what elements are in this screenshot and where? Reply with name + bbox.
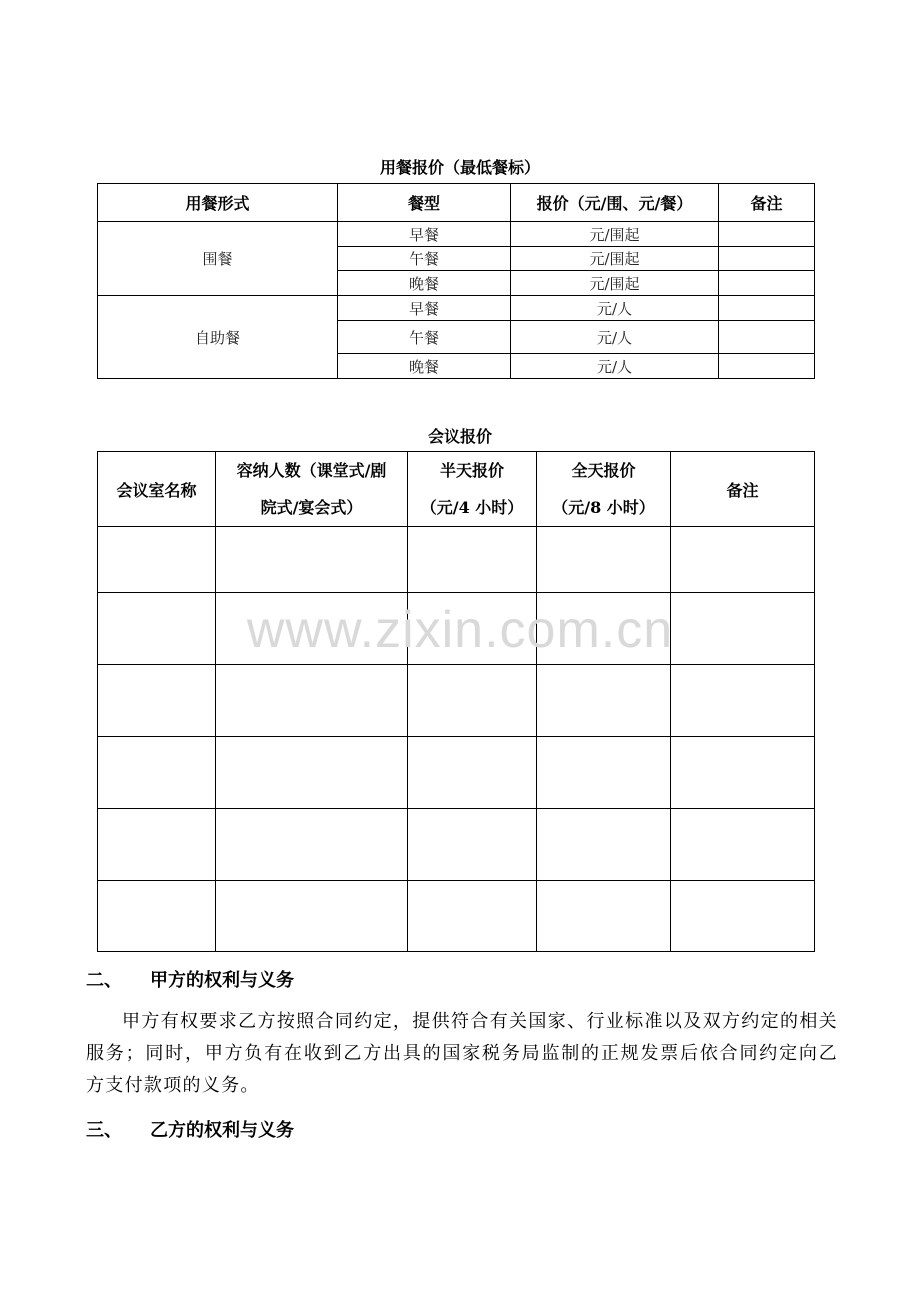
table-cell <box>537 527 671 593</box>
section-number: 三、 <box>86 1120 122 1141</box>
section-2-paragraph: 甲方有权要求乙方按照合同约定，提供符合有关国家、行业标准以及双方约定的相关服务；同时，甲方负有在收到乙方出具的国家税务局监制的正规发票后依合同约定向乙方支付款项的义务。 <box>86 1011 838 1096</box>
note-cell <box>719 222 815 247</box>
table-cell <box>408 665 537 737</box>
column-header: 备注 <box>671 452 815 527</box>
note-cell <box>719 271 815 296</box>
meal-type-cell: 早餐 <box>338 296 511 321</box>
table-cell <box>216 527 408 593</box>
table-cell <box>98 881 216 952</box>
meal-type-cell: 晚餐 <box>338 354 511 379</box>
column-header <box>537 452 671 527</box>
note-cell <box>719 321 815 354</box>
price-cell: 元/围起 <box>511 247 719 271</box>
watermark: www.zixin.com.cn <box>246 601 674 659</box>
meal-type-cell: 午餐 <box>338 321 511 354</box>
table-cell <box>216 809 408 881</box>
meeting-table-caption: 会议报价 <box>427 427 492 446</box>
meal-form-cell: 自助餐 <box>98 296 338 379</box>
table-row <box>98 527 815 593</box>
table-cell <box>537 737 671 809</box>
header-line: （元/8 小时） <box>552 498 655 517</box>
table-row <box>98 737 815 809</box>
table-cell <box>408 737 537 809</box>
meal-type-cell: 晚餐 <box>338 271 511 296</box>
table-header-row <box>98 184 815 222</box>
note-cell <box>719 354 815 379</box>
header-line: 容纳人数（课堂式/剧 <box>236 461 387 480</box>
meal-price-table <box>97 183 815 379</box>
note-cell <box>719 247 815 271</box>
table-cell <box>537 809 671 881</box>
table-cell <box>98 665 216 737</box>
price-cell: 元/人 <box>511 321 719 354</box>
price-cell: 元/人 <box>511 354 719 379</box>
meal-type-cell: 早餐 <box>338 222 511 247</box>
table-cell <box>671 881 815 952</box>
header-line: （元/4 小时） <box>420 498 524 517</box>
header-line: 半天报价 <box>439 461 504 480</box>
table-cell <box>671 737 815 809</box>
price-cell: 元/人 <box>511 296 719 321</box>
table-cell <box>98 737 216 809</box>
table-cell <box>671 809 815 881</box>
section-heading-3 <box>86 1116 294 1142</box>
table-cell <box>408 809 537 881</box>
meal-form-cell: 围餐 <box>98 222 338 296</box>
column-header: 会议室名称 <box>98 452 216 527</box>
column-header: 报价（元/围、元/餐） <box>511 184 719 222</box>
table-cell <box>671 665 815 737</box>
table-header-row <box>98 452 815 527</box>
table-row <box>98 222 815 247</box>
column-header <box>216 452 408 527</box>
column-header <box>408 452 537 527</box>
table-cell <box>408 881 537 952</box>
table-row <box>98 296 815 321</box>
column-header: 用餐形式 <box>98 184 338 222</box>
table-cell <box>98 809 216 881</box>
table-cell <box>98 527 216 593</box>
meal-type-cell: 午餐 <box>338 247 511 271</box>
table-cell <box>216 881 408 952</box>
note-cell <box>719 296 815 321</box>
meal-table-caption: 用餐报价（最低餐标） <box>379 158 540 177</box>
price-cell: 元/围起 <box>511 222 719 247</box>
table-cell <box>216 665 408 737</box>
table-cell <box>408 527 537 593</box>
table-row <box>98 809 815 881</box>
table-cell <box>537 881 671 952</box>
table-cell <box>671 527 815 593</box>
price-cell: 元/围起 <box>511 271 719 296</box>
header-line: 全天报价 <box>571 461 636 480</box>
table-row <box>98 665 815 737</box>
column-header: 餐型 <box>338 184 511 222</box>
section-title: 甲方的权利与义务 <box>150 970 294 991</box>
table-cell <box>537 665 671 737</box>
section-number: 二、 <box>86 970 122 991</box>
section-title: 乙方的权利与义务 <box>150 1120 294 1141</box>
table-row <box>98 881 815 952</box>
column-header: 备注 <box>719 184 815 222</box>
header-line: 院式/宴会式） <box>260 498 363 517</box>
table-cell <box>216 737 408 809</box>
section-heading-2 <box>86 966 294 992</box>
meeting-price-table <box>97 451 815 952</box>
